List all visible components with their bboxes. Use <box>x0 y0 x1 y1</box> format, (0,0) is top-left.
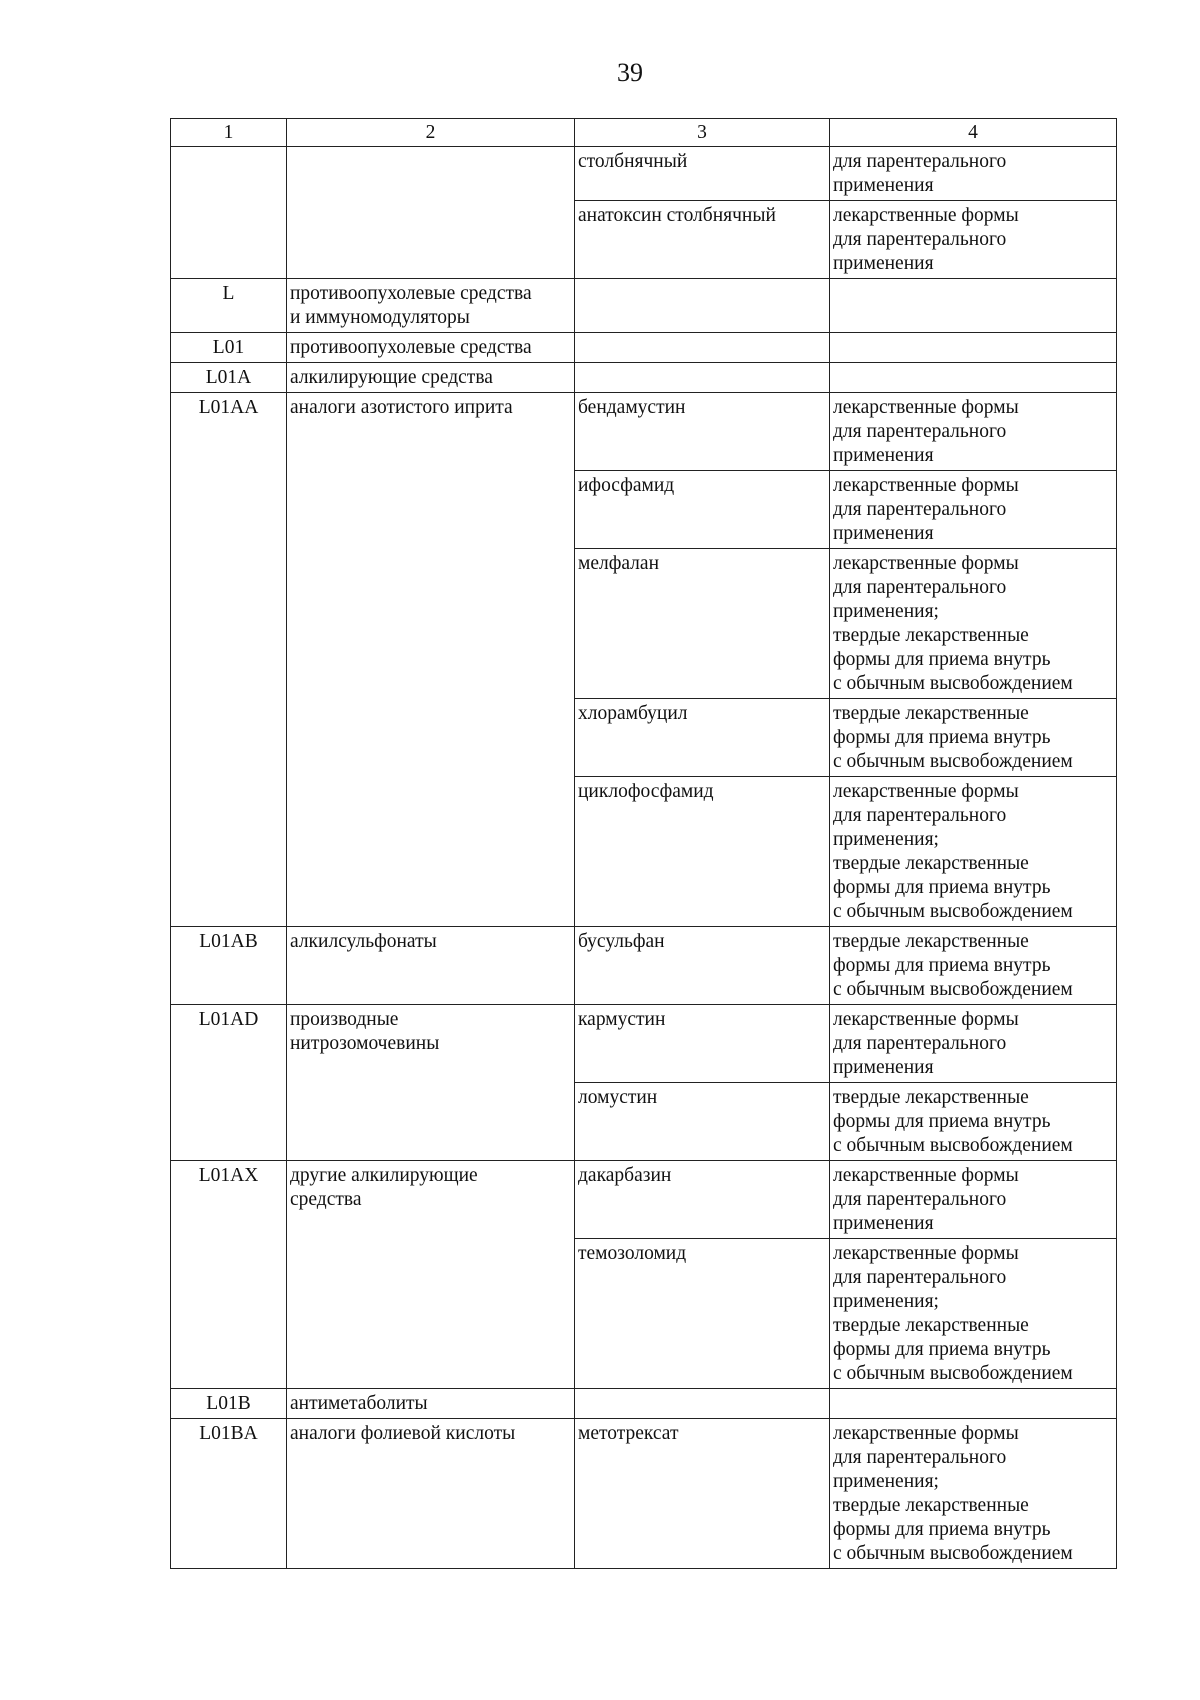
column-header-3: 3 <box>575 119 830 147</box>
drug-name-cell: ломустин <box>575 1083 830 1161</box>
atc-group-cell: производные нитрозомочевины <box>287 1005 575 1161</box>
atc-group-cell: аналоги азотистого иприта <box>287 393 575 927</box>
atc-group-cell: противоопухолевые средства и иммуномодуляторы <box>287 279 575 333</box>
drug-name-cell: метотрексат <box>575 1419 830 1569</box>
table-row <box>171 279 1117 333</box>
table-row <box>171 393 1117 471</box>
drug-list-table <box>170 118 1117 1569</box>
atc-code-cell: L01AX <box>171 1161 287 1389</box>
atc-group-cell: другие алкилирующие средства <box>287 1161 575 1389</box>
atc-group-cell: противоопухолевые средства <box>287 333 575 363</box>
atc-group-cell: аналоги фолиевой кислоты <box>287 1419 575 1569</box>
page-number: 39 <box>617 58 643 87</box>
dosage-form-cell: лекарственные формы для парентерального применения; твердые лекарственные формы для приема внутрь с обычным высвобождением <box>830 1239 1117 1389</box>
dosage-form-cell: твердые лекарственные формы для приема внутрь с обычным высвобождением <box>830 927 1117 1005</box>
dosage-form-cell <box>830 1389 1117 1419</box>
dosage-form-cell: твердые лекарственные формы для приема внутрь с обычным высвобождением <box>830 1083 1117 1161</box>
dosage-form-cell: лекарственные формы для парентерального применения <box>830 1161 1117 1239</box>
dosage-form-cell: лекарственные формы для парентерального применения <box>830 1005 1117 1083</box>
column-header-1: 1 <box>171 119 287 147</box>
table-row <box>171 363 1117 393</box>
table-row <box>171 927 1117 1005</box>
atc-group-cell: антиметаболиты <box>287 1389 575 1419</box>
dosage-form-cell: для парентерального применения <box>830 147 1117 201</box>
atc-code-cell: L01A <box>171 363 287 393</box>
drug-name-cell: мелфалан <box>575 549 830 699</box>
drug-name-cell <box>575 279 830 333</box>
dosage-form-cell <box>830 279 1117 333</box>
dosage-form-cell: лекарственные формы для парентерального применения; твердые лекарственные формы для приема внутрь с обычным высвобождением <box>830 777 1117 927</box>
dosage-form-cell: лекарственные формы для парентерального применения <box>830 471 1117 549</box>
atc-code-cell: L01AB <box>171 927 287 1005</box>
table-row <box>171 333 1117 363</box>
dosage-form-cell: лекарственные формы для парентерального применения <box>830 393 1117 471</box>
atc-code-cell: L01BA <box>171 1419 287 1569</box>
table-row <box>171 1161 1117 1239</box>
dosage-form-cell: лекарственные формы для парентерального применения <box>830 201 1117 279</box>
drug-name-cell <box>575 363 830 393</box>
drug-name-cell: дакарбазин <box>575 1161 830 1239</box>
drug-name-cell: темозоломид <box>575 1239 830 1389</box>
drug-name-cell <box>575 1389 830 1419</box>
dosage-form-cell <box>830 363 1117 393</box>
atc-code-cell: L01B <box>171 1389 287 1419</box>
table-row <box>171 1005 1117 1083</box>
atc-code-cell: L01 <box>171 333 287 363</box>
atc-group-cell: алкилирующие средства <box>287 363 575 393</box>
column-header-4: 4 <box>830 119 1117 147</box>
atc-group-cell: алкилсульфонаты <box>287 927 575 1005</box>
drug-name-cell: анатоксин столбнячный <box>575 201 830 279</box>
table-row <box>171 147 1117 201</box>
table-body <box>171 147 1117 1569</box>
dosage-form-cell: твердые лекарственные формы для приема внутрь с обычным высвобождением <box>830 699 1117 777</box>
table-header-row <box>171 119 1117 147</box>
drug-name-cell: хлорамбуцил <box>575 699 830 777</box>
drug-name-cell: бусульфан <box>575 927 830 1005</box>
atc-code-cell: L <box>171 279 287 333</box>
drug-name-cell: столбнячный <box>575 147 830 201</box>
atc-code-cell: L01AD <box>171 1005 287 1161</box>
dosage-form-cell: лекарственные формы для парентерального применения; твердые лекарственные формы для приема внутрь с обычным высвобождением <box>830 1419 1117 1569</box>
drug-name-cell: кармустин <box>575 1005 830 1083</box>
column-header-2: 2 <box>287 119 575 147</box>
atc-code-cell: L01AA <box>171 393 287 927</box>
dosage-form-cell: лекарственные формы для парентерального применения; твердые лекарственные формы для приема внутрь с обычным высвобождением <box>830 549 1117 699</box>
atc-group-cell <box>287 147 575 279</box>
table-row <box>171 1419 1117 1569</box>
dosage-form-cell <box>830 333 1117 363</box>
table-row <box>171 1389 1117 1419</box>
drug-name-cell: бендамустин <box>575 393 830 471</box>
drug-name-cell: ифосфамид <box>575 471 830 549</box>
atc-code-cell <box>171 147 287 279</box>
drug-name-cell <box>575 333 830 363</box>
drug-name-cell: циклофосфамид <box>575 777 830 927</box>
